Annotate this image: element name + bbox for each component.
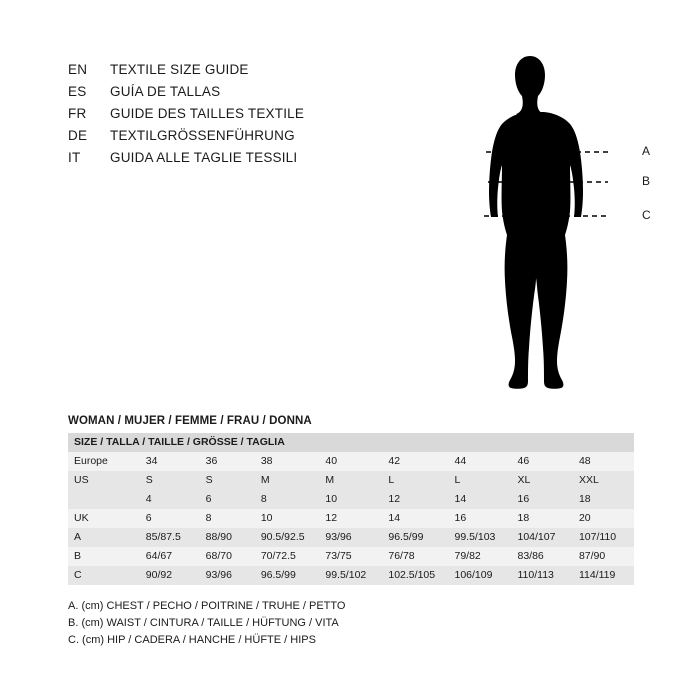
cell: 87/90: [573, 547, 634, 566]
title-lang-en: EN: [68, 62, 88, 77]
legend-item-c: C. (cm) HIP / CADERA / HANCHE / HÜFTE / HIPS: [68, 634, 316, 646]
row-label-us-numeric: [68, 490, 140, 509]
cell: 42: [382, 452, 448, 471]
cell: 46: [512, 452, 573, 471]
cell: 102.5/105: [382, 566, 448, 585]
title-lang-fr: FR: [68, 106, 87, 121]
table-row: [68, 566, 634, 585]
table-header-label: SIZE / TALLA / TAILLE / GRÖSSE / TAGLIA: [68, 433, 634, 452]
cell: 99.5/102: [319, 566, 382, 585]
cell: 70/72.5: [255, 547, 320, 566]
cell: 14: [449, 490, 512, 509]
cell: 90.5/92.5: [255, 528, 320, 547]
body-silhouette-icon: [460, 50, 660, 430]
table-row: [68, 509, 634, 528]
measurement-legend: [68, 598, 488, 649]
title-row: [68, 106, 398, 128]
cell: 114/119: [573, 566, 634, 585]
title-text-fr: GUIDE DES TAILLES TEXTILE: [110, 106, 305, 121]
cell: 110/113: [512, 566, 573, 585]
title-row: [68, 84, 398, 106]
cell: L: [382, 471, 448, 490]
cell: 8: [200, 509, 255, 528]
measure-label-b: B: [642, 174, 651, 188]
row-label-uk: UK: [68, 509, 140, 528]
cell: M: [255, 471, 320, 490]
row-label-us: US: [68, 471, 140, 490]
cell: 90/92: [140, 566, 200, 585]
title-lang-es: ES: [68, 84, 87, 99]
cell: M: [319, 471, 382, 490]
table-row: [68, 490, 634, 509]
cell: 16: [449, 509, 512, 528]
title-row: [68, 128, 398, 150]
title-text-it: GUIDA ALLE TAGLIE TESSILI: [110, 150, 298, 165]
title-text-en: TEXTILE SIZE GUIDE: [110, 62, 249, 77]
cell: 44: [449, 452, 512, 471]
cell: 38: [255, 452, 320, 471]
title-row: [68, 150, 398, 172]
cell: L: [449, 471, 512, 490]
table-row: [68, 452, 634, 471]
cell: 64/67: [140, 547, 200, 566]
title-block: [68, 62, 398, 172]
measure-label-a: A: [642, 144, 651, 158]
legend-item-a: A. (cm) CHEST / PECHO / POITRINE / TRUHE / PETTO: [68, 600, 346, 612]
table-caption: WOMAN / MUJER / FEMME / FRAU / DONNA: [68, 415, 312, 427]
cell: 12: [382, 490, 448, 509]
size-table-area: [68, 415, 634, 585]
cell: 104/107: [512, 528, 573, 547]
legend-item-b: B. (cm) WAIST / CINTURA / TAILLE / HÜFTUNG / VITA: [68, 617, 339, 629]
table-row: [68, 471, 634, 490]
cell: 99.5/103: [449, 528, 512, 547]
cell: 106/109: [449, 566, 512, 585]
cell: 96.5/99: [382, 528, 448, 547]
row-label-a: A: [68, 528, 140, 547]
row-label-b: B: [68, 547, 140, 566]
title-text-de: TEXTILGRÖSSENFÜHRUNG: [110, 128, 295, 143]
cell: 85/87.5: [140, 528, 200, 547]
cell: XL: [512, 471, 573, 490]
title-lang-de: DE: [68, 128, 88, 143]
row-label-europe: Europe: [68, 452, 140, 471]
table-row: [68, 528, 634, 547]
cell: 16: [512, 490, 573, 509]
cell: 10: [319, 490, 382, 509]
title-lang-it: IT: [68, 150, 81, 165]
cell: 20: [573, 509, 634, 528]
cell: 96.5/99: [255, 566, 320, 585]
cell: 107/110: [573, 528, 634, 547]
cell: 6: [140, 509, 200, 528]
title-row: [68, 62, 398, 84]
cell: 14: [382, 509, 448, 528]
cell: 93/96: [200, 566, 255, 585]
cell: XXL: [573, 471, 634, 490]
cell: 18: [512, 509, 573, 528]
cell: S: [140, 471, 200, 490]
cell: 10: [255, 509, 320, 528]
cell: 79/82: [449, 547, 512, 566]
cell: 36: [200, 452, 255, 471]
cell: 40: [319, 452, 382, 471]
cell: 6: [200, 490, 255, 509]
row-label-c: C: [68, 566, 140, 585]
cell: 68/70: [200, 547, 255, 566]
cell: 8: [255, 490, 320, 509]
cell: 34: [140, 452, 200, 471]
cell: 93/96: [319, 528, 382, 547]
size-table: [68, 433, 634, 585]
female-body-figure: [460, 50, 660, 430]
cell: 48: [573, 452, 634, 471]
cell: S: [200, 471, 255, 490]
cell: 4: [140, 490, 200, 509]
cell: 88/90: [200, 528, 255, 547]
cell: 12: [319, 509, 382, 528]
table-header-row: [68, 433, 634, 452]
table-row: [68, 547, 634, 566]
cell: 18: [573, 490, 634, 509]
cell: 73/75: [319, 547, 382, 566]
measure-label-c: C: [642, 208, 651, 222]
cell: 83/86: [512, 547, 573, 566]
title-text-es: GUÍA DE TALLAS: [110, 84, 221, 99]
cell: 76/78: [382, 547, 448, 566]
